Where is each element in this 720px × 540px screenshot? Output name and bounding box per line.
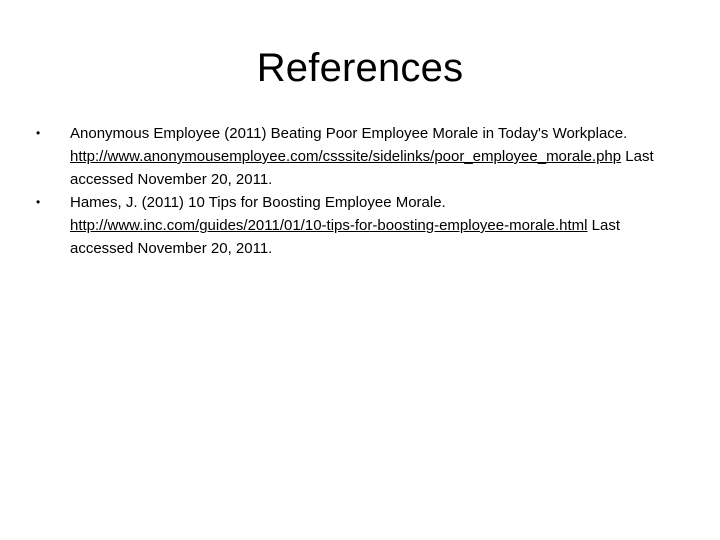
slide-title: References bbox=[256, 46, 464, 90]
reference-accessed-note: Last accessed November 20, 2011. bbox=[70, 148, 654, 188]
reference-accessed-note: Last accessed November 20, 2011. bbox=[70, 217, 620, 257]
reference-link[interactable]: http://www.anonymousemployee.com/csssite/sidelinks/poor_employee_morale.php bbox=[70, 148, 622, 165]
bullet-icon: • bbox=[36, 195, 41, 209]
reference-citation: Anonymous Employee (2011) Beating Poor Employee Morale in Today's Workplace. bbox=[70, 125, 628, 142]
reference-citation: Hames, J. (2011) 10 Tips for Boosting Employee Morale. bbox=[70, 194, 446, 211]
references-list bbox=[36, 122, 684, 260]
reference-link[interactable]: http://www.inc.com/guides/2011/01/10-tips-for-boosting-employee-morale.html bbox=[70, 217, 588, 234]
bullet-icon: • bbox=[36, 126, 41, 140]
reference-item bbox=[36, 191, 684, 260]
reference-item bbox=[36, 122, 684, 191]
